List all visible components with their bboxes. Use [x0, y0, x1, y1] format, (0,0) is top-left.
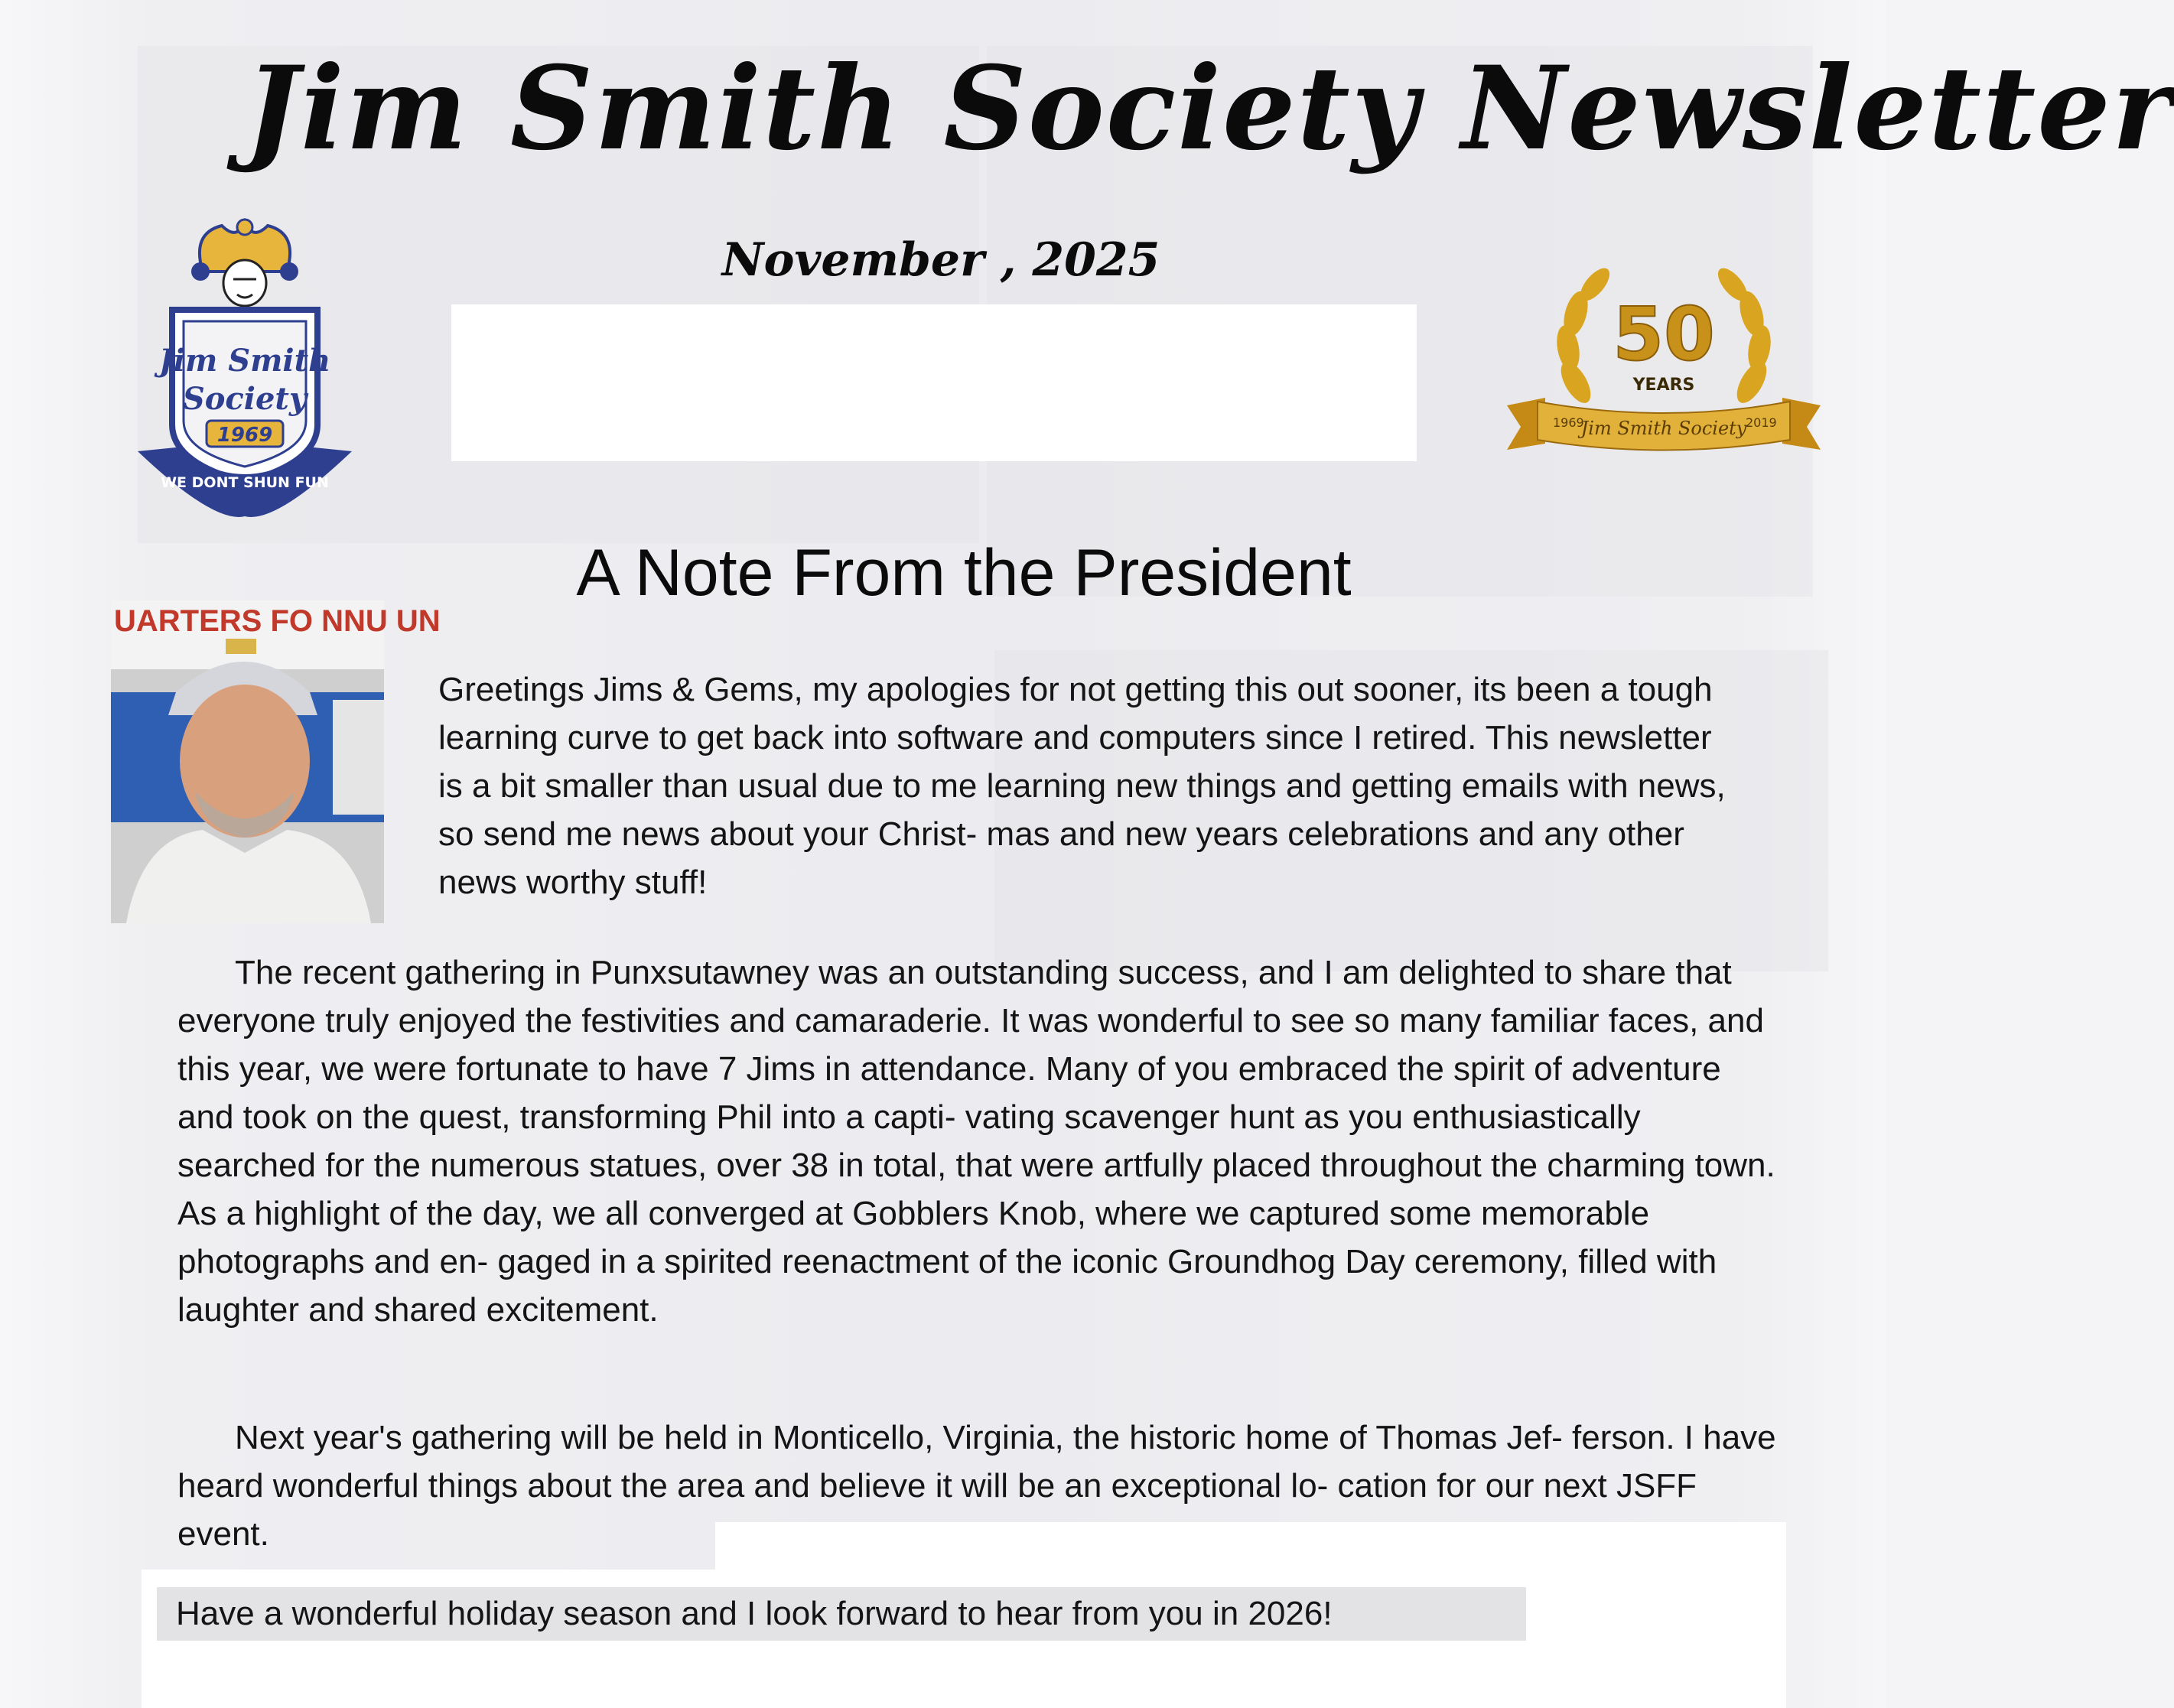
emblem-ribbon-text: Jim Smith Society: [1580, 418, 1747, 439]
president-photo: [111, 600, 441, 923]
issue-date: November , 2025: [721, 233, 1160, 287]
emblem-ribbon-left-year: 1969: [1553, 415, 1584, 430]
article-paragraph-1: Greetings Jims & Gems, my apologies for not getting this out sooner, its been a tough learning curve to get back into software and computers since I retired. This newsletter is a bit smaller than usual due to me learning new things and getting emails with news, so send me news about your Christ- mas and new years celebrations and any other news worthy stuff!: [438, 671, 1726, 901]
president-photo-image: [111, 600, 441, 923]
emblem-label: YEARS: [1632, 376, 1695, 395]
closing-line: Have a wonderful holiday season and I look forward to hear from you in 2026!: [157, 1587, 1526, 1641]
crest-name-line1: Jim Smith: [158, 343, 331, 379]
emblem-ribbon-right-year: 2019: [1746, 415, 1777, 430]
article-heading: A Note From the President: [576, 536, 1352, 610]
article-paragraph-2: The recent gathering in Punxsutawney was an outstanding success, and I am delighted to share that everyone truly enjoyed the festivities and camaraderie. It was wonderful to see so many familiar faces, and this year, we were fortunate to have 7 Jims in attendance. Many of you embraced the spirit of adventure and took on the quest, transforming Phil into a capti- vating scavenger hunt as you enthusiastically searched for the numerous statues, over 38 in total, that were artfully placed throughout the charming town. As a highlight of the day, we all converged at Gobblers Knob, where we captured some memorable photographs and en- gaged in a spirited reenactment of the iconic Groundhog Day ceremony, filled with laughter and shared excitement.: [177, 954, 1775, 1329]
crest-motto: WE DONT SHUN FUN: [161, 474, 329, 491]
article-paragraph-3: Next year's gathering will be held in Monticello, Virginia, the historic home of Thomas Jef- ferson. I have heard wonderful things about the area and believe it will be an exceptional lo- cation for our next JSFF event.: [177, 1419, 1776, 1553]
crest-year: 1969: [216, 424, 273, 447]
society-crest-logo: [130, 218, 360, 516]
redacted-block-header: [451, 304, 1417, 461]
fifty-years-emblem: [1507, 260, 1821, 459]
newsletter-title: Jim Smith Society Newsletter: [245, 41, 2174, 176]
emblem-number: 50: [1613, 291, 1715, 377]
photo-sign-text: UARTERS FO NNU UN: [114, 604, 441, 638]
crest-name-line2: Society: [182, 381, 308, 417]
